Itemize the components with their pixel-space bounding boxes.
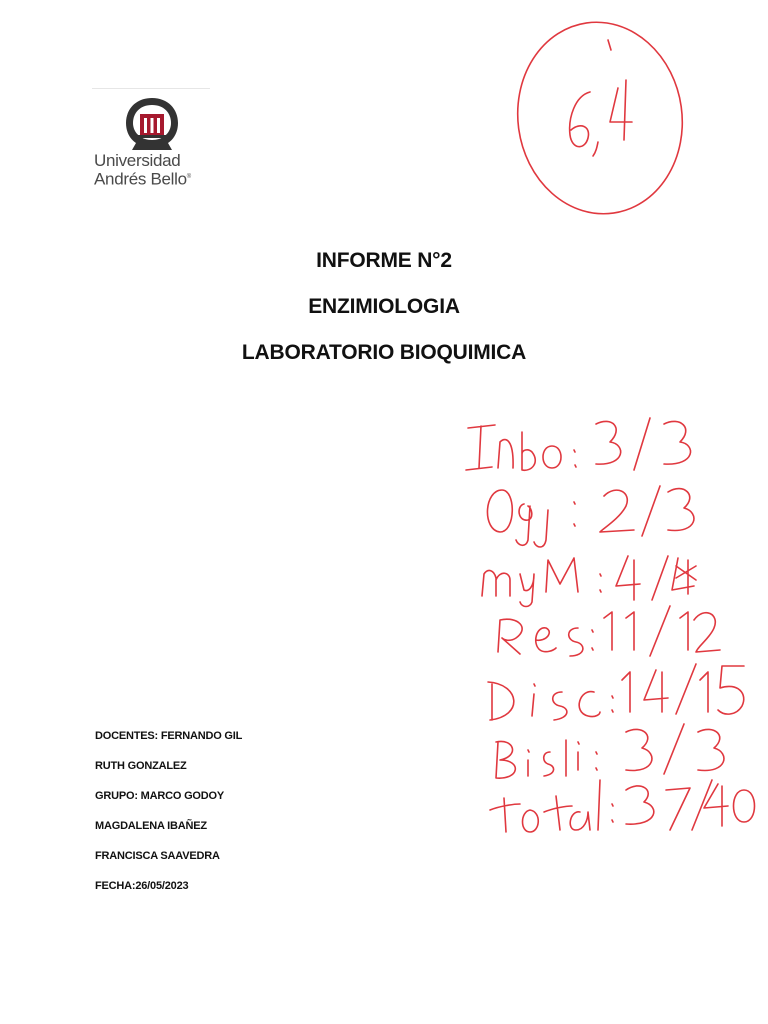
- handwritten-row-bibli: [496, 724, 724, 778]
- handwritten-grade: [505, 12, 694, 225]
- university-wordmark: [94, 152, 191, 188]
- handwritten-row-res: [498, 606, 720, 656]
- logo-line-1: Universidad: [94, 151, 181, 170]
- fecha-line: FECHA:26/05/2023: [95, 880, 189, 892]
- registered-mark: ®: [186, 174, 191, 180]
- logo-line-2: Andrés Bello: [94, 169, 187, 189]
- handwritten-row-obj: [487, 486, 693, 547]
- university-emblem-icon: [120, 94, 184, 154]
- university-logo: [92, 88, 222, 198]
- member-3-line: FRANCISCA SAAVEDRA: [95, 850, 220, 862]
- docente-2-line: RUTH GONZALEZ: [95, 760, 187, 772]
- grupo-line: GRUPO: MARCO GODOY: [95, 790, 225, 802]
- member-2-line: MAGDALENA IBAÑEZ: [95, 820, 207, 832]
- docentes-line: DOCENTES: FERNANDO GIL: [95, 730, 243, 742]
- handwritten-row-mym: [482, 556, 696, 607]
- handwritten-row-disc: [488, 664, 744, 720]
- logo-divider: [92, 88, 210, 89]
- handwritten-row-total: [490, 780, 755, 832]
- handwritten-row-intro: [466, 418, 691, 470]
- subject-title: ENZIMIOLOGIA: [308, 295, 460, 318]
- report-titles: [0, 250, 768, 388]
- lab-title: LABORATORIO BIOQUIMICA: [241, 341, 527, 364]
- report-number-title: INFORME N°2: [316, 249, 452, 272]
- report-info: [95, 729, 242, 909]
